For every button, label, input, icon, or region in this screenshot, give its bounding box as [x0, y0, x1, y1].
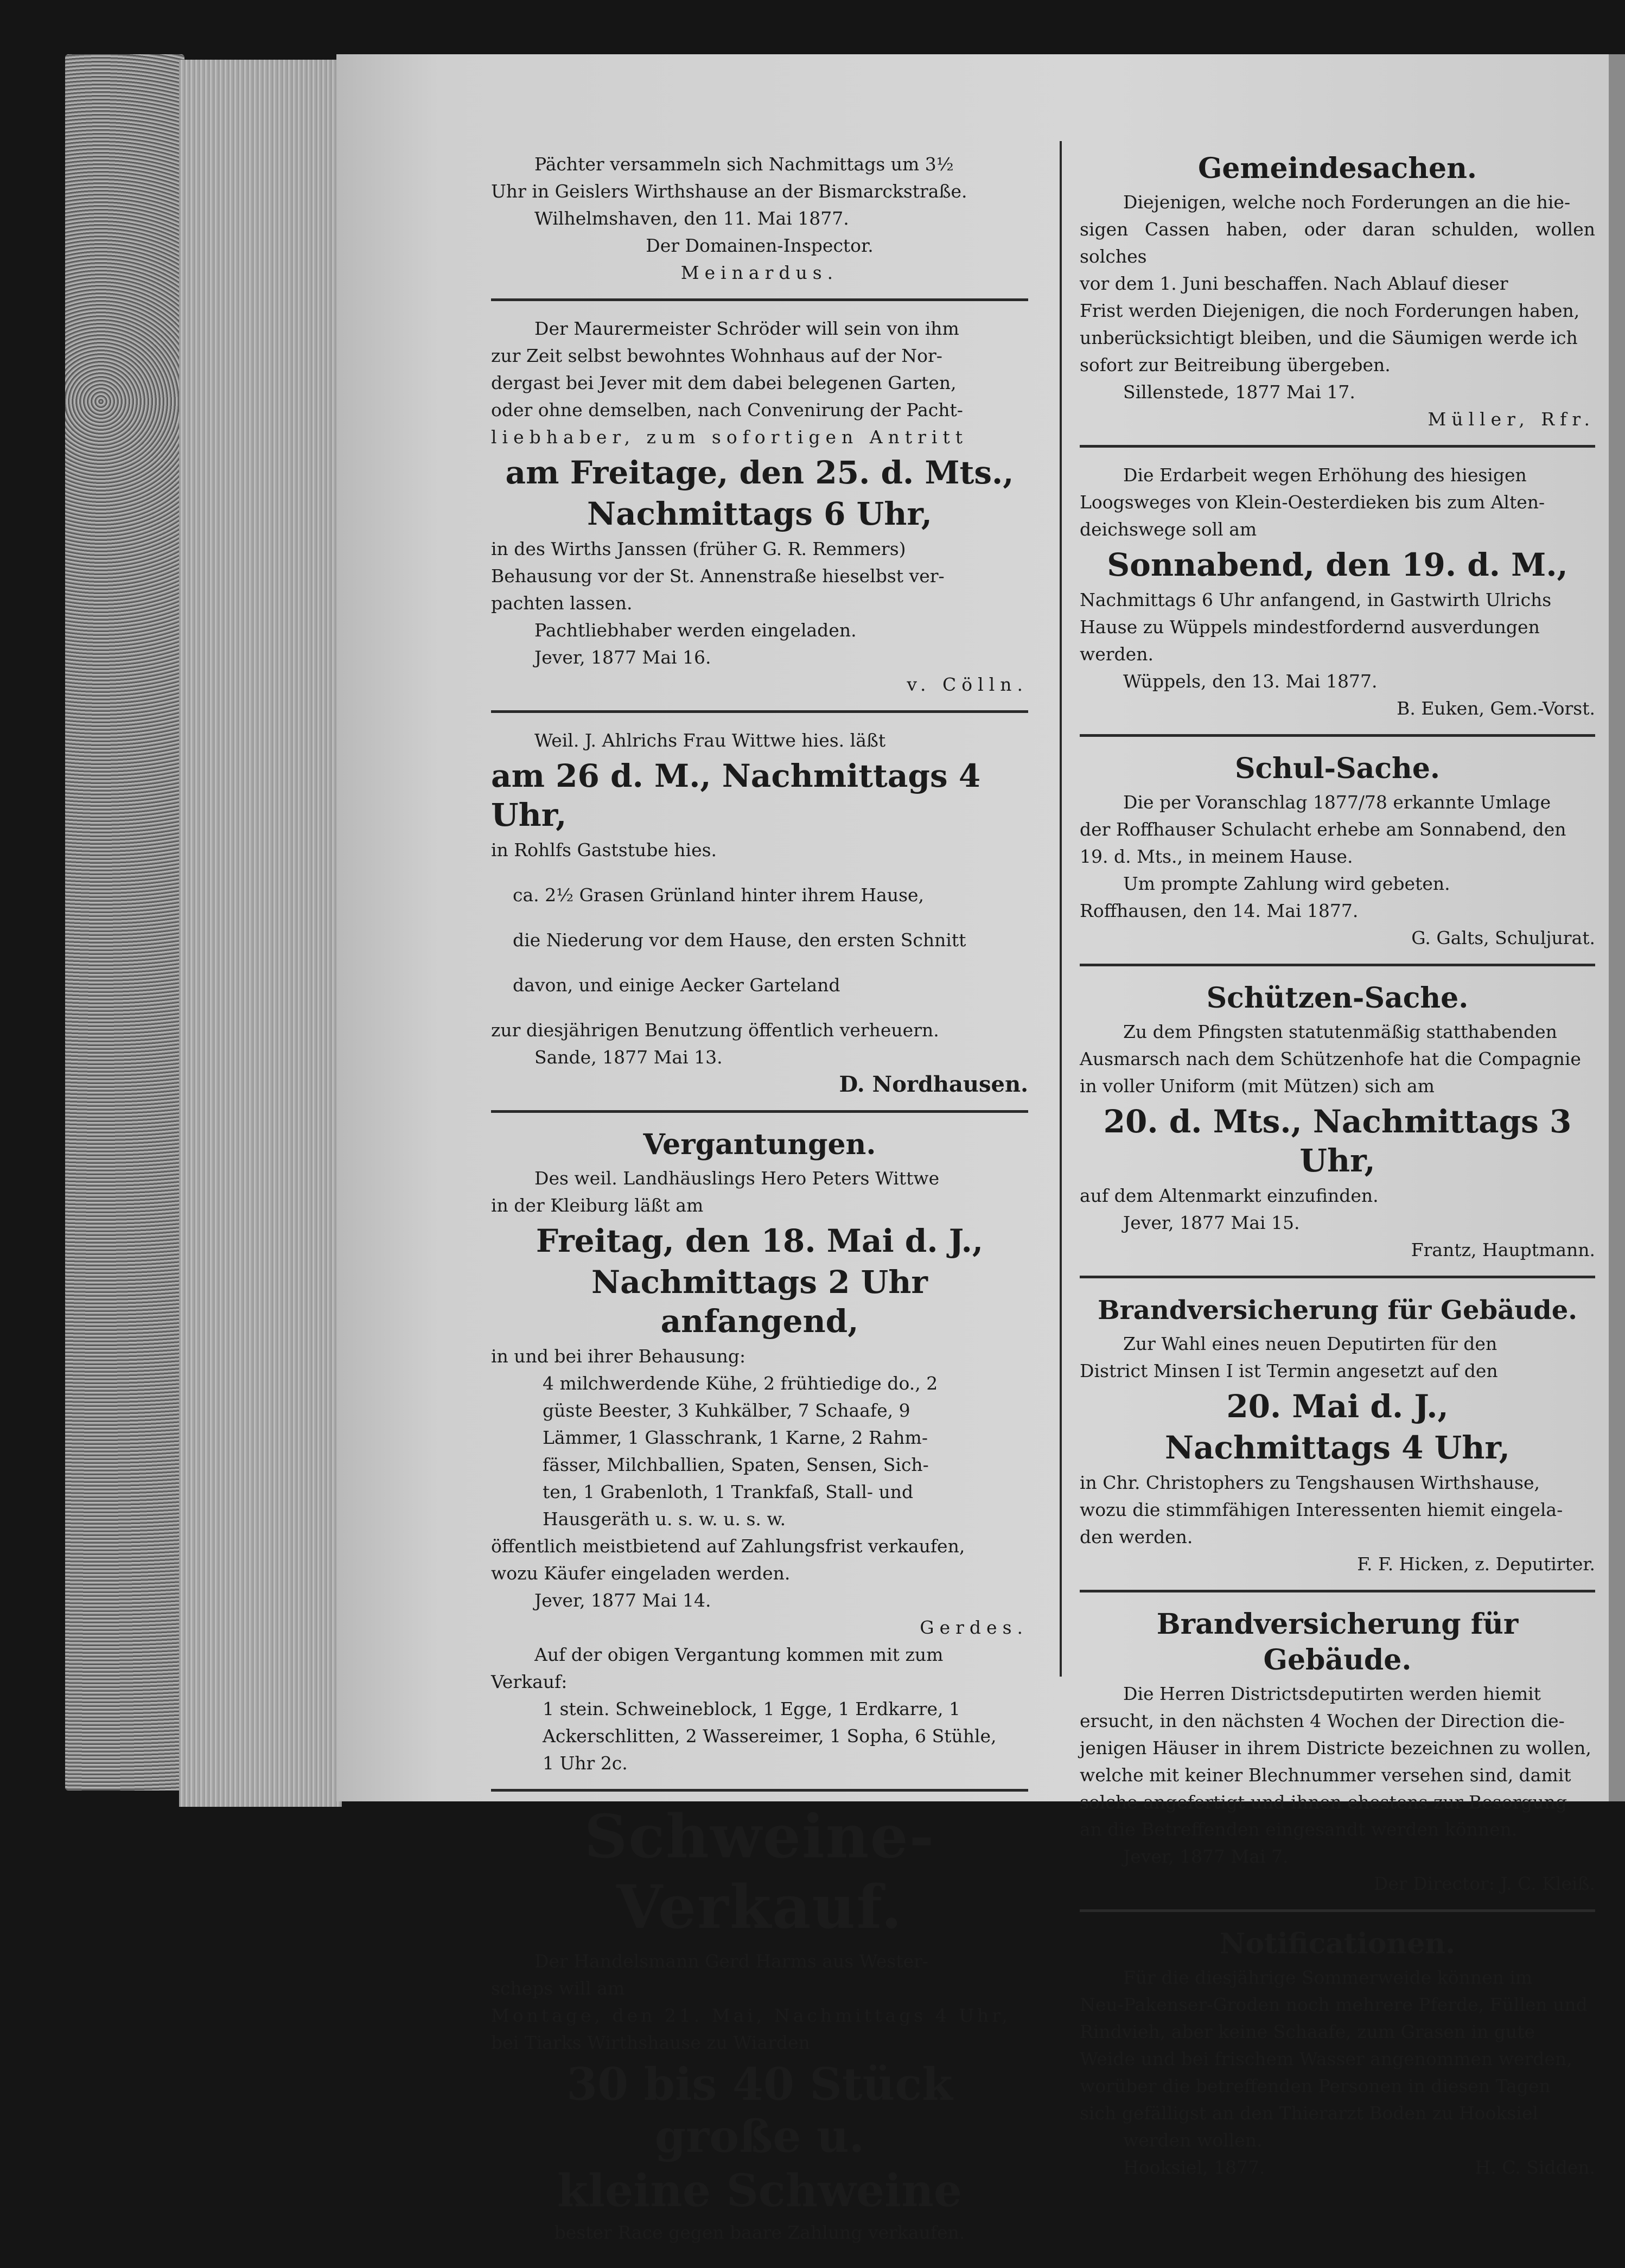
footer-line: [1080, 2154, 1595, 2181]
signature: F. F. Hicken, z. Deputirter.: [1357, 1553, 1595, 1575]
text-line: bester Race gegen baare Zahlung verkaufen.: [554, 2222, 965, 2243]
text-line: Sande, 1877 Mai 13.: [534, 1047, 723, 1068]
list-item: Ackerschlitten, 2 Wassereimer, 1 Sopha, 6 Stühle,: [543, 1725, 997, 1747]
text-line: Für die diesjährige Sommerweide können im: [1123, 1967, 1533, 1988]
text-line: Verkauf:: [491, 1671, 568, 1692]
text-line: Wilhelmshaven, den 11. Mai 1877.: [534, 208, 849, 229]
pig-type-headline: kleine Schweine: [557, 2165, 963, 2217]
text-line: Jever, 1877 Mai 14.: [534, 1590, 711, 1611]
text-line: öffentlich meistbietend auf Zahlungsfrist verkaufen,: [491, 1536, 965, 1557]
text-line: dergast bei Jever mit dem dabei belegenen Garten,: [491, 372, 957, 393]
text-line: oder ohne demselben, nach Convenirung der Pacht-: [491, 399, 963, 421]
text-line: jenigen Häuser in ihrem Districte bezeichnen zu wollen,: [1080, 1737, 1591, 1759]
text-line: ca. 2½ Grasen Grünland hinter ihrem Hause,: [513, 884, 925, 906]
text-line: an die Betreffenden eingesandt werden können.: [1080, 1819, 1518, 1840]
text-line: Um prompte Zahlung wird gebeten.: [1123, 873, 1450, 894]
text-line: Weide und bei frischem Wasser angenommen werden,: [1080, 2048, 1572, 2069]
text-line: Weil. J. Ahlrichs Frau Wittwe hies. läßt: [534, 730, 886, 751]
facing-page-edge: [1609, 54, 1625, 1801]
notice-earthwork: [1080, 457, 1595, 737]
signature: G. Galts, Schuljurat.: [1411, 927, 1595, 948]
notice-vergantungen: [491, 1123, 1028, 1792]
date-headline: 20. d. Mts., Nachmittags 3 Uhr,: [1103, 1103, 1572, 1179]
text-line: in und bei ihrer Behausung:: [491, 1346, 746, 1367]
text-line: sigen Cassen haben, oder daran schulden, wollen solches: [1080, 219, 1595, 267]
list-item: güste Beester, 3 Kuhkälber, 7 Schaafe, 9: [543, 1400, 910, 1421]
notice-grassland: [491, 723, 1028, 1113]
item-list: [491, 1370, 1028, 1533]
section-heading: Gemeindesachen.: [1197, 152, 1477, 185]
text-line: Rindvieh, aber keine Schaafe, zum Grasen in gute: [1080, 2021, 1535, 2042]
time-headline: Nachmittags 2 Uhr anfangend,: [591, 1264, 928, 1340]
text-line: ersucht, in den nächsten 4 Wochen der Direction die-: [1080, 1710, 1565, 1731]
text-line: Roffhausen, den 14. Mai 1877.: [1080, 900, 1359, 921]
text-line: Neu-Pakenser-Groden noch mehrere Pferde, Füllen und: [1080, 1994, 1588, 2015]
text-line: Die per Voranschlag 1877/78 erkannte Umlage: [1123, 792, 1551, 813]
notice-pig-sale: [491, 1801, 1028, 2258]
text-line: Loogsweges von Klein-Oesterdieken bis zum Alten-: [1080, 492, 1545, 513]
signature: v. Cölln.: [907, 674, 1028, 695]
section-heading: Brandversicherung für Gebäude.: [1156, 1608, 1519, 1677]
text-line: in Rohlfs Gaststube hies.: [491, 839, 717, 861]
text-line: Nachmittags 6 Uhr anfangend, in Gastwirth Ulrichs: [1080, 589, 1552, 610]
signature: Meinardus.: [680, 262, 839, 283]
text-line: Die Erdarbeit wegen Erhöhung des hiesigen: [1123, 464, 1527, 486]
text-line: scheps will am: [491, 1978, 625, 1999]
text-line: Zu dem Pfingsten statutenmäßig statthabenden: [1123, 1021, 1557, 1042]
signature: Gerdes.: [920, 1617, 1028, 1638]
list-item: fässer, Milchballien, Spaten, Sensen, Sich-: [543, 1454, 929, 1475]
date-headline: am 26 d. M., Nachmittags 4 Uhr,: [491, 757, 981, 833]
pig-sale-title: Schweine-Verkauf.: [584, 1801, 935, 1942]
date-headline: am Freitage, den 25. d. Mts.,: [505, 454, 1014, 491]
text-line: worüber die betreffenden Personen in diesen Tagen: [1080, 2075, 1551, 2097]
notice-brandversicherung-1: [1080, 1288, 1595, 1592]
notice-notificationen: [1080, 1922, 1595, 2193]
text-line: Pachtliebhaber werden eingeladen.: [534, 620, 857, 641]
signature: Müller, Rfr.: [1428, 409, 1595, 430]
text-line: sofort zur Beitreibung übergeben.: [1080, 354, 1391, 375]
date-headline: Sonnabend, den 19. d. M.,: [1107, 546, 1568, 583]
list-item: Lämmer, 1 Glasschrank, 1 Karne, 2 Rahm-: [543, 1427, 928, 1448]
signature: B. Euken, Gem.-Vorst.: [1397, 698, 1595, 719]
text-line: in Chr. Christophers zu Tengshausen Wirthshause,: [1080, 1472, 1540, 1493]
text-line: Auf der obigen Vergantung kommen mit zum: [534, 1644, 944, 1665]
signature: Der Director: J. C. Kleiß.: [1373, 1873, 1595, 1894]
column-divider: [1060, 141, 1062, 1677]
list-item: 1 Uhr 2c.: [543, 1753, 628, 1774]
list-item: 4 milchwerdende Kühe, 2 frühtiedige do., 2: [543, 1373, 938, 1394]
text-line: 19. d. Mts., in meinem Hause.: [1080, 846, 1353, 867]
section-heading: Schützen-Sache.: [1206, 982, 1469, 1015]
text-line: Uhr in Geislers Wirthshause an der Bismarckstraße.: [491, 181, 967, 202]
text-line: Die Herren Districtsdeputirten werden hiemit: [1123, 1683, 1541, 1704]
signature: D. Nordhausen.: [839, 1072, 1028, 1097]
text-line: Behausung vor der St. Annenstraße hieselbst ver-: [491, 565, 945, 587]
text-line: in der Kleiburg läßt am: [491, 1195, 704, 1216]
text-line: wozu Käufer eingeladen werden.: [491, 1563, 791, 1584]
text-line: den werden.: [1080, 1526, 1193, 1547]
notice-schuetzen-sache: [1080, 976, 1595, 1278]
list-item: 1 stein. Schweineblock, 1 Egge, 1 Erdkarre, 1: [543, 1698, 960, 1719]
text-line: welche mit keiner Blechnummer versehen sind, damit: [1080, 1764, 1571, 1786]
date-headline: 20. Mai d. J.,: [1226, 1388, 1449, 1425]
text-line: Jever, 1877 Mai 16.: [534, 647, 711, 668]
notice-schul-sache: [1080, 747, 1595, 966]
text-line: die Niederung vor dem Hause, den ersten Schnitt: [513, 929, 966, 951]
text-line: wozu die stimmfähigen Interessenten hiemit eingela-: [1080, 1499, 1563, 1520]
text-line: Hause zu Wüppels mindestfordernd ausverdungen: [1080, 616, 1540, 638]
signature: H. C. Sidden.: [1475, 2157, 1595, 2178]
text-line: Sillenstede, 1877 Mai 17.: [1123, 381, 1355, 403]
text-line: bei Tiarks Wirthshause zu Wiarden: [491, 2032, 810, 2053]
text-line: in voller Uniform (mit Mützen) sich am: [1080, 1075, 1435, 1097]
marbled-cover: [65, 54, 184, 1791]
text-line: davon, und einige Aecker Garteland: [513, 974, 840, 996]
text-line: deichswege soll am: [1080, 519, 1257, 540]
text-line: Pächter versammeln sich Nachmittags um 3½: [534, 154, 954, 175]
notice-house-lease: [491, 311, 1028, 713]
text-line: Der Maurermeister Schröder will sein von ihm: [534, 318, 959, 339]
text-line: unberücksichtigt bleiben, und die Säumigen werde ich: [1080, 327, 1578, 348]
section-heading: Notificationen.: [1219, 1927, 1456, 1960]
time-headline: Nachmittags 6 Uhr,: [587, 495, 932, 532]
place-date: Hooksiel, 1877.: [1123, 2157, 1265, 2178]
text-line: pachten lassen.: [491, 593, 633, 614]
pig-count-headline: 30 bis 40 Stück große u.: [566, 2059, 953, 2163]
text-line: Jever, 1877 Mai 7.: [1123, 1846, 1289, 1867]
text-line: in des Wirths Janssen (früher G. R. Remmers): [491, 538, 906, 559]
time-headline: Nachmittags 4 Uhr,: [1165, 1429, 1510, 1466]
text-line: liebhaber, zum sofortigen Antritt: [491, 426, 968, 448]
text-line: Wüppels, den 13. Mai 1877.: [1123, 671, 1378, 692]
text-line: Montage, den 21. Mai, Nachmittags 4 Uhr,: [491, 2005, 1011, 2026]
text-line: Jever, 1877 Mai 15.: [1123, 1212, 1300, 1233]
text-line: Des weil. Landhäuslings Hero Peters Wittwe: [534, 1168, 940, 1189]
notice-brandversicherung-2: [1080, 1602, 1595, 1912]
text-line: der Roffhauser Schulacht erhebe am Sonnabend, den: [1080, 819, 1566, 840]
text-line: Der Domainen-Inspector.: [646, 235, 874, 256]
text-line: District Minsen I ist Termin angesetzt auf den: [1080, 1360, 1498, 1381]
text-line: Frist werden Diejenigen, die noch Forderungen haben,: [1080, 300, 1580, 321]
item-list: [491, 1696, 1028, 1777]
date-headline: Freitag, den 18. Mai d. J.,: [536, 1222, 984, 1259]
section-heading: Brandversicherung für Gebäude.: [1098, 1295, 1577, 1326]
notice-domain-inspector: [491, 146, 1028, 301]
notice-gemeindesachen: [1080, 146, 1595, 448]
page-edges: [179, 60, 342, 1807]
text-line: zur Zeit selbst bewohntes Wohnhaus auf der Nor-: [491, 345, 942, 366]
text-line: Ausmarsch nach dem Schützenhofe hat die Compagnie: [1080, 1048, 1581, 1069]
section-heading: Schul-Sache.: [1234, 752, 1441, 785]
signature: Frantz, Hauptmann.: [1411, 1239, 1595, 1260]
text-line: zur diesjährigen Benutzung öffentlich verheuern.: [491, 1020, 939, 1041]
right-column: [1080, 146, 1595, 2203]
text-line: werden wollen.: [1123, 2130, 1263, 2151]
text-line: Zur Wahl eines neuen Deputirten für den: [1123, 1333, 1497, 1354]
text-line: werden.: [1080, 644, 1154, 665]
list-item: ten, 1 Grabenloth, 1 Trankfaß, Stall- und: [543, 1481, 914, 1502]
left-column: [491, 146, 1028, 2268]
text-line: Der Handelsmann Gerd Harms aus Wester-: [534, 1951, 929, 1972]
text-line: auf dem Altenmarkt einzufinden.: [1080, 1185, 1379, 1206]
list-item: Hausgeräth u. s. w. u. s. w.: [543, 1508, 786, 1530]
text-line: sich gefälligst an den Thierarzt Boden zu Hooksiel: [1080, 2103, 1538, 2124]
text-line: solche angefertigt und ihnen ehestens zur Besorgung: [1080, 1792, 1567, 1813]
section-heading: Vergantungen.: [643, 1128, 876, 1161]
text-line: Diejenigen, welche noch Forderungen an die hie-: [1123, 192, 1571, 213]
text-line: vor dem 1. Juni beschaffen. Nach Ablauf dieser: [1080, 273, 1508, 294]
